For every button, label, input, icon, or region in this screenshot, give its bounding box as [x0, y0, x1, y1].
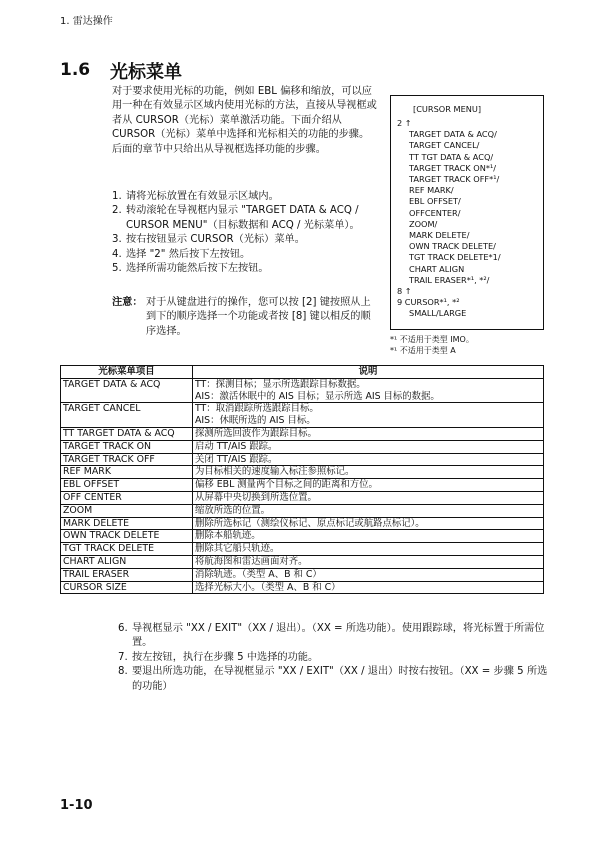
table-row [61, 453, 544, 466]
description-line: 删除其它船只轨迹。 [195, 543, 280, 555]
description-line: 关闭 TT/AIS 跟踪。 [195, 453, 278, 465]
description-line: AIS：休眠所选的 AIS 目标。 [195, 415, 316, 427]
step-number: 7. [118, 651, 128, 663]
description-cell [193, 403, 544, 428]
description-cell [193, 530, 544, 543]
cursor-menu-line: ZOOM/ [409, 218, 438, 229]
description-cell [193, 491, 544, 504]
description-line: AIS：激活休眠中的 AIS 目标；显示所选 AIS 目标的数据。 [195, 390, 440, 402]
step-text: 导视框显示 "XX / EXIT"（XX / 退出）。（XX = 所选功能）。使用跟踪球，将光标置于所需位置。 [132, 623, 545, 649]
menu-footnotes [390, 334, 474, 356]
step-item [112, 248, 380, 262]
description-line: 将航海图和雷达画面对齐。 [195, 555, 308, 567]
table-body [61, 378, 544, 594]
cursor-menu-line: MARK DELETE/ [409, 230, 470, 241]
description-line: 启动 TT/AIS 跟踪。 [195, 440, 278, 452]
menu-item-cell: EBL OFFSET [61, 479, 193, 492]
footnote: *¹ 不适用于类型 IMO。 [390, 335, 474, 344]
cursor-menu-title: [CURSOR MENU] [413, 104, 482, 114]
description-cell [193, 504, 544, 517]
step-item [118, 622, 548, 651]
description-cell [193, 517, 544, 530]
table-row [61, 427, 544, 440]
step-item [112, 190, 380, 204]
steps-list [112, 190, 380, 276]
step-number: 1. [112, 191, 122, 202]
menu-item-cell: TGT TRACK DELETE [61, 543, 193, 556]
step-text: 按右按钮显示 CURSOR（光标）菜单。 [126, 234, 305, 246]
cursor-menu-line: 8 ↑ [397, 286, 412, 297]
menu-item-cell: TT TARGET DATA & ACQ [61, 427, 193, 440]
description-cell [193, 427, 544, 440]
step-text: 要退出所选功能，在导视框显示 "XX / EXIT"（XX / 退出）时按右按钮。（XX = 步骤 5 所选的功能） [132, 666, 548, 692]
description-cell [193, 440, 544, 453]
step-item [112, 262, 380, 276]
cursor-menu-box [390, 95, 544, 330]
cursor-menu-table [60, 365, 544, 594]
description-cell [193, 568, 544, 581]
table-row [61, 440, 544, 453]
menu-item-cell: TARGET CANCEL [61, 403, 193, 428]
step-item [118, 651, 548, 665]
menu-item-cell: ZOOM [61, 504, 193, 517]
step-text: 选择 "2" 然后按下左按钮。 [126, 248, 251, 260]
step-item [112, 204, 380, 233]
menu-item-cell: CHART ALIGN [61, 555, 193, 568]
step-number: 4. [112, 248, 122, 260]
note [112, 296, 380, 339]
cursor-menu-line: TARGET DATA & ACQ/ [409, 129, 497, 140]
description-cell [193, 453, 544, 466]
step-number: 2. [112, 205, 122, 217]
menu-item-cell: CURSOR SIZE [61, 581, 193, 594]
table-row [61, 568, 544, 581]
table-row [61, 466, 544, 479]
description-cell [193, 581, 544, 594]
cursor-menu-line: OFFCENTER/ [409, 207, 461, 218]
menu-item-cell: TARGET DATA & ACQ [61, 378, 193, 403]
cursor-menu-line: TGT TRACK DELETE*1/ [409, 252, 501, 263]
step-number: 6. [118, 623, 128, 634]
menu-item-cell: TARGET TRACK OFF [61, 453, 193, 466]
cursor-menu-line: TT TGT DATA & ACQ/ [409, 151, 494, 162]
cursor-menu-line: OWN TRACK DELETE/ [409, 241, 496, 252]
page-number: 1-10 [60, 798, 93, 813]
note-text: 对于从键盘进行的操作，您可以按 [2] 键按照从上到下的顺序选择一个功能或者按 [8] 键以相反的顺序选择。 [146, 297, 371, 337]
menu-item-cell: TARGET TRACK ON [61, 440, 193, 453]
cursor-menu-line: TARGET CANCEL/ [409, 140, 480, 151]
step-text: 请将光标放置在有效显示区域内。 [126, 191, 279, 202]
footnote: *¹ 不适用于类型 A [390, 346, 456, 355]
chapter-header: 1. 雷达操作 [60, 16, 113, 27]
table-row [61, 403, 544, 428]
cursor-menu-line: TARGET TRACK OFF*¹/ [409, 174, 500, 185]
intro-paragraph: 对于要求使用光标的功能，例如 EBL 偏移和缩放，可以应用一种在有效显示区域内使用光标的方法，直接从导视框或者从 CURSOR（光标）菜单激活功能。下面介绍从 CURSOR（光标）菜单中选择和光标相关的功能的步骤。后面的章节中只给出从导视框选择功能的步骤。 [112, 86, 377, 155]
note-label: 注意： [112, 297, 143, 308]
step-number: 3. [112, 234, 122, 246]
section-number: 1.6 [60, 60, 91, 80]
steps-after-list [118, 622, 548, 694]
description-line: 删除所选标记（测绘仪标记、原点标记或航路点标记）。 [195, 517, 425, 529]
description-line: 删除本船轨迹。 [195, 530, 261, 542]
menu-item-cell: MARK DELETE [61, 517, 193, 530]
description-cell [193, 479, 544, 492]
cursor-menu-line: 9 CURSOR*¹, *² [397, 297, 460, 308]
description-cell [193, 466, 544, 479]
menu-item-cell: REF MARK [61, 466, 193, 479]
menu-item-cell: TRAIL ERASER [61, 568, 193, 581]
table-header-row [61, 366, 544, 379]
step-text: 转动滚轮在导视框内显示 "TARGET DATA & ACQ / CURSOR MENU"（目标数据和 ACQ / 光标菜单）。 [126, 205, 360, 231]
step-item [118, 665, 548, 694]
description-line: TT：探测目标；显示所选跟踪目标数据。 [195, 378, 366, 390]
table-row [61, 491, 544, 504]
description-line: 消除轨迹。（类型 A、B 和 C） [195, 568, 322, 580]
description-line: 从屏幕中央切换到所选位置。 [195, 491, 317, 503]
cursor-menu-line: TARGET TRACK ON*¹/ [409, 162, 496, 173]
description-cell [193, 378, 544, 403]
description-line: 探测所选回波作为跟踪目标。 [195, 427, 317, 439]
cursor-menu-line: TRAIL ERASER*¹, *²/ [409, 274, 490, 285]
column-header-description: 说明 [193, 366, 544, 379]
table-row [61, 530, 544, 543]
cursor-menu-line: 2 ↑ [397, 118, 412, 128]
description-line: 偏移 EBL 测量两个目标之间的距离和方位。 [195, 479, 378, 491]
step-text: 按左按钮，执行在步骤 5 中选择的功能。 [132, 651, 319, 663]
step-text: 选择所需功能然后按下左按钮。 [126, 263, 269, 275]
description-line: 缩放所选的位置。 [195, 504, 271, 516]
column-header-item: 光标菜单项目 [61, 366, 193, 379]
cursor-menu-lines [397, 118, 543, 320]
table-row [61, 479, 544, 492]
table-row [61, 378, 544, 403]
description-cell [193, 555, 544, 568]
table-row [61, 555, 544, 568]
menu-item-cell: OWN TRACK DELETE [61, 530, 193, 543]
section-title: 光标菜单 [110, 62, 182, 83]
table-row [61, 581, 544, 594]
description-cell [193, 543, 544, 556]
step-item [112, 233, 380, 247]
description-line: 为目标相关的速度输入标注参照标记。 [195, 466, 355, 478]
menu-item-cell: OFF CENTER [61, 491, 193, 504]
cursor-menu-line: EBL OFFSET/ [409, 196, 461, 207]
cursor-menu-line: SMALL/LARGE [409, 308, 467, 319]
description-line: TT：取消跟踪所选跟踪目标。 [195, 403, 319, 415]
table-row [61, 543, 544, 556]
table-row [61, 517, 544, 530]
cursor-menu-line: CHART ALIGN [409, 263, 465, 274]
step-number: 5. [112, 263, 122, 275]
step-number: 8. [118, 666, 128, 678]
description-line: 选择光标大小。（类型 A、B 和 C） [195, 581, 341, 593]
table-row [61, 504, 544, 517]
cursor-menu-line: REF MARK/ [409, 185, 454, 196]
